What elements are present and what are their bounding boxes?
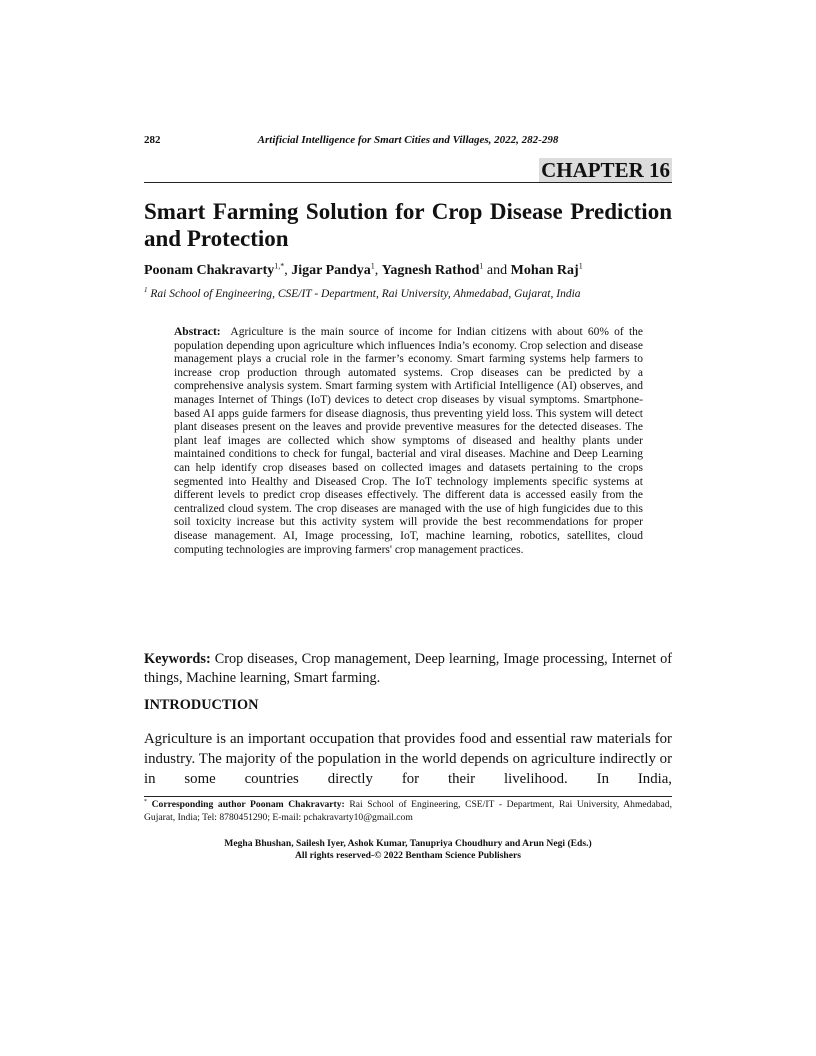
footnote-text: Rai School of Engineering, CSE/IT - Department, Rai University, Ahmedabad, Gujarat, India; Tel: 8780451290; E-mail: pchakravarty10@gmail.com (144, 799, 672, 823)
keywords-label: Keywords: (144, 651, 211, 667)
author-name: Mohan Raj (510, 263, 579, 278)
footnote-label: Corresponding author Poonam Chakravarty: (151, 799, 345, 810)
editors-line: Megha Bhushan, Sailesh Iyer, Ashok Kumar, Tanupriya Choudhury and Arun Negi (Eds.) (224, 838, 592, 849)
author-affil-mark: 1 (479, 261, 484, 271)
author-separator: , (374, 263, 382, 278)
author-name: Jigar Pandya (291, 263, 371, 278)
copyright-line: All rights reserved-© 2022 Bentham Science Publishers (294, 849, 522, 861)
section-heading: INTRODUCTION (144, 697, 259, 713)
keywords-text: Crop diseases, Crop management, Deep learning, Image processing, Internet of things, Machine learning, Smart farming. (144, 651, 672, 686)
header-rule (144, 182, 672, 183)
author-affil-mark: 1 (370, 261, 375, 271)
author-separator: and (483, 263, 511, 278)
abstract-label: Abstract: (174, 326, 221, 338)
affiliation-mark: 1 (144, 286, 148, 295)
running-header (144, 134, 672, 146)
author-affil-mark: 1,* (274, 261, 285, 271)
author-name: Poonam Chakravarty (144, 263, 275, 278)
journal-issue: , 2022, 282-298 (488, 134, 559, 146)
abstract-text: Agriculture is the main source of income for Indian citizens with about 60% of the population depending upon agriculture which influences India’s economy. Crop selection and disease management plays a crucial role in the farmer’s economy. Smart farming systems help farmers to increase crop production through automated systems. Crop diseases can be predicted by a comprehensive analysis system. Smart farming system with Artificial Intelligence (AI) observes, and manages Internet of Things (IoT) devices to detect crop diseases by visual symptoms. Smartphone-based AI apps guide farmers for disease diagnosis, thus preventing yield loss. This system will detect plant diseases present on the leaves and provide preventive measures for the detected diseases. The plant leaf images are collected which show symptoms of diseased and healthy plants under maintained conditions to check for fungal, bacterial and viral diseases. Machine and Deep Learning can help identify crop diseases based on collected images and datasets pertaining to the crops segmented into Healthy and Diseased Crop. The IoT technology implements specific systems at different levels to predict crop diseases effectively. The different data is accessed easily from the centralized cloud system. The crop diseases are managed with the use of high fungicides due to this soil toxicity increase but this activity system will provide the best recommendations for proper disease management. AI, Image processing, IoT, machine learning, robotics, satellites, cloud computing technologies are improving farmers' crop management practices. (174, 326, 644, 556)
page-number: 282 (144, 134, 161, 146)
author-name: Yagnesh Rathod (381, 263, 480, 278)
author-separator: , (284, 263, 292, 278)
paper-title: Smart Farming Solution for Crop Disease Prediction and Protection (144, 199, 672, 251)
keywords (144, 650, 672, 688)
footnote-rule (144, 796, 672, 797)
journal-title: Artificial Intelligence for Smart Cities and Villages (257, 134, 489, 146)
author-affil-mark: 1 (578, 261, 583, 271)
author-list (144, 262, 672, 280)
footnote (144, 799, 672, 824)
affiliation-text: Rai School of Engineering, CSE/IT - Department, Rai University, Ahmedabad, Gujarat, India (147, 288, 581, 300)
editors-note (144, 838, 672, 861)
affiliation (144, 286, 672, 302)
chapter-label: CHAPTER 16 (541, 158, 670, 182)
abstract (174, 326, 643, 557)
footnote-mark: * (144, 798, 147, 805)
body-paragraph: Agriculture is an important occupation that provides food and essential raw materials for industry. The majority of the population in the world depends on agriculture indirectly or in some countries directly for their livelihood. In India, (144, 731, 672, 787)
